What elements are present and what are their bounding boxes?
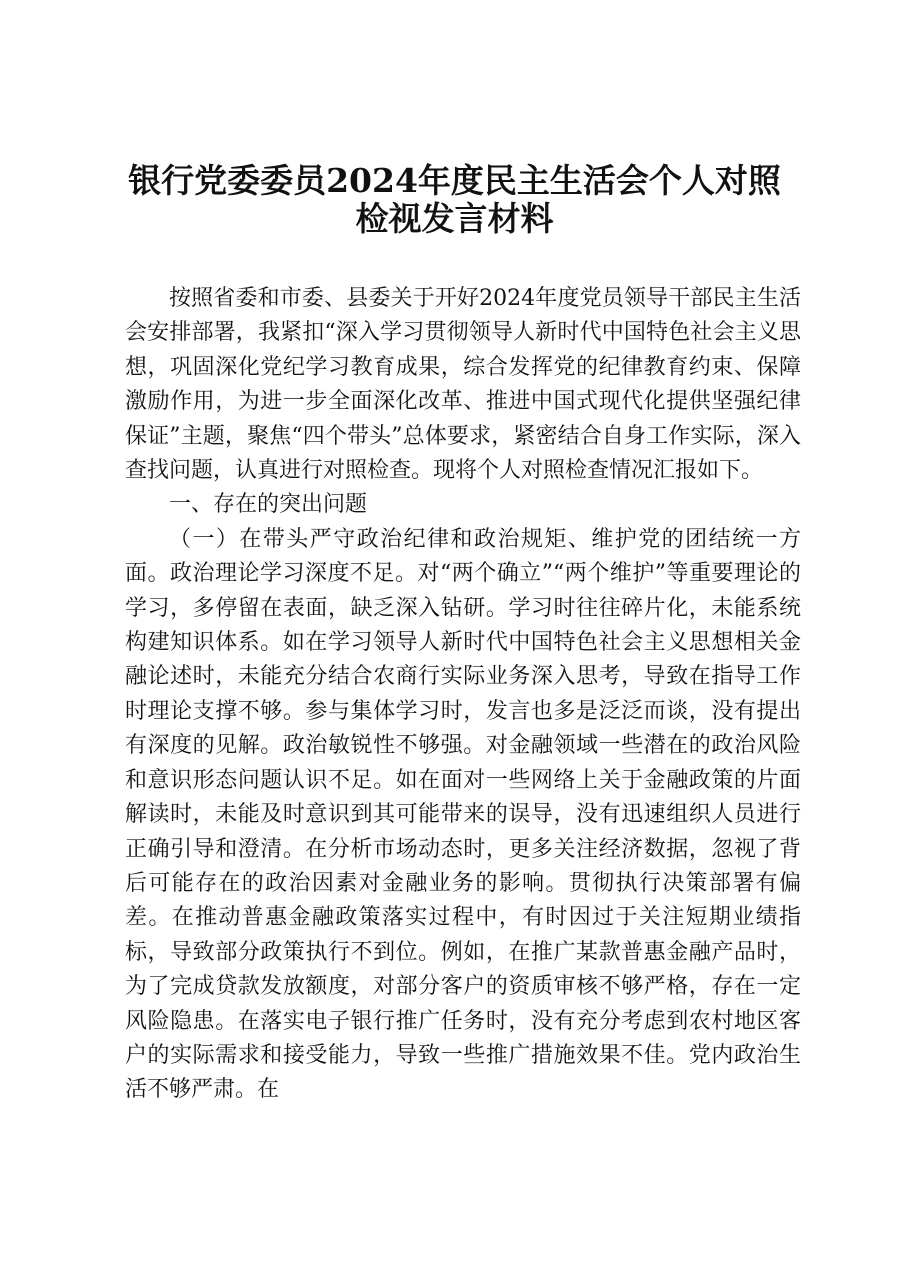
document-title-line-2: 检视发言材料 <box>355 199 554 238</box>
document-body <box>125 282 801 1108</box>
subsection-body: 政治理论学习深度不足。对“两个确立”“两个维护”等重要理论的学习，多停留在表面，缺乏深入钻研。学习时往往碎片化，未能系统构建知识体系。如在学习领导人新时代中国特色社会主义思想相关金融论述时，未能充分结合农商行实际业务深入思考，导致在指导工作时理论支撑不够。参与集体学习时，发言也多是泛泛而谈，没有提出有深度的见解。政治敏锐性不够强。对金融领域一些潜在的政治风险和意识形态问题认识不足。如在面对一些网络上关于金融政策的片面解读时，未能及时意识到其可能带来的误导，没有迅速组织人员进行正确引导和澄清。在分析市场动态时，更多关注经济数据，忽视了背后可能存在的政治因素对金融业务的影响。贯彻执行决策部署有偏差。在推动普惠金融政策落实过程中，有时因过于关注短期业绩指标，导致部分政策执行不到位。例如，在推广某款普惠金融产品时，为了完成贷款发放额度，对部分客户的资质审核不够严格，存在一定风险隐患。在落实电子银行推广任务时，没有充分考虑到农村地区客户的实际需求和接受能力，导致一些推广措施效果不佳。党内政治生活不够严肃。在 <box>125 561 801 1103</box>
intro-paragraph: 按照省委和市委、县委关于开好2024年度党员领导干部民主生活会安排部署，我紧扣“深入学习贯彻领导人新时代中国特色社会主义思想，巩固深化党纪学习教育成果，综合发挥党的纪律教育约束、保障激励作用，为进一步全面深化改革、推进中国式现代化提供坚强纪律保证”主题，聚焦“四个带头”总体要求，紧密结合自身工作实际，深入查找问题，认真进行对照检查。现将个人对照检查情况汇报如下。 <box>125 286 801 484</box>
subsection-paragraph <box>125 523 801 1108</box>
document-title-line-1: 银行党委委员2024年度民主生活会个人对照 <box>128 161 781 200</box>
section-heading: 一、存在的突出问题 <box>169 492 368 518</box>
subsection-heading: （一）在带头严守政治纪律和政治规矩、维护党的团结统一方面。 <box>125 526 801 587</box>
